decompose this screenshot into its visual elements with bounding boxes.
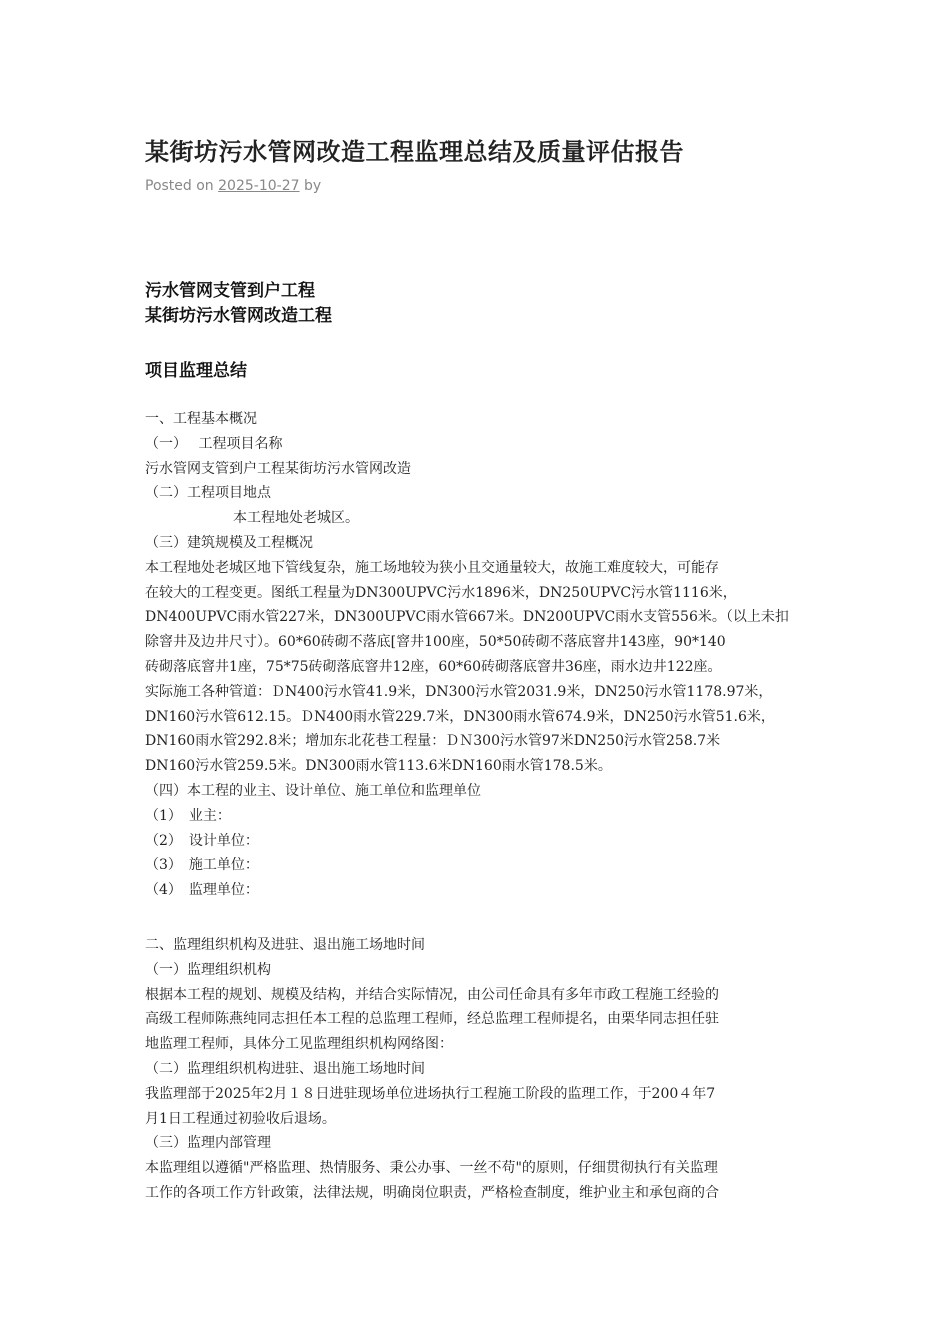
paragraph: （二）工程项目地点 bbox=[145, 485, 271, 502]
paragraph: （1） 业主： bbox=[145, 807, 231, 824]
paragraph: 地监理工程师，具体分工见监理组织机构网络图： bbox=[145, 1036, 453, 1053]
paragraph: 我监理部于2025年2月１８日进驻现场单位进场执行工程施工阶段的监理工作，于200４年7 bbox=[145, 1085, 716, 1102]
paragraph: DN400UPVC雨水管227米，DN300UPVC雨水管667米。DN200UPVC雨水支管556米。（以上未扣 bbox=[145, 609, 789, 626]
paragraph: 砖砌落底窨井1座，75*75砖砌落底窨井12座，60*60砖砌落底窨井36座，雨水边井122座。 bbox=[145, 658, 722, 675]
paragraph: 根据本工程的规划、规模及结构，并结合实际情况，由公司任命具有多年市政工程施工经验的 bbox=[145, 986, 719, 1003]
paragraph: （一） 工程项目名称 bbox=[145, 435, 283, 452]
paragraph: 实际施工各种管道：ＤN400污水管41.9米，DN300污水管2031.9米，DN250污水管1178.97米， bbox=[145, 683, 773, 700]
paragraph: 高级工程师陈燕纯同志担任本工程的总监理工程师，经总监理工程师提名，由栗华同志担任驻 bbox=[145, 1011, 719, 1028]
paragraph: DN160污水管259.5米。DN300雨水管113.6米DN160雨水管178.5米。 bbox=[145, 758, 612, 775]
heading-line-2: 某街坊污水管网改造工程 bbox=[145, 306, 332, 326]
paragraph: （三）监理内部管理 bbox=[145, 1135, 271, 1152]
paragraph: （4） 监理单位： bbox=[145, 882, 259, 899]
post-meta bbox=[145, 178, 321, 194]
paragraph: 本工程地处老城区地下管线复杂，施工场地较为狭小且交通量较大，故施工难度较大，可能存 bbox=[145, 559, 719, 576]
paragraph: 污水管网支管到户工程某街坊污水管网改造 bbox=[145, 460, 411, 477]
paragraph: （一）监理组织机构 bbox=[145, 961, 271, 978]
paragraph: DN160雨水管292.8米；增加东北花巷工程量：ＤＮ300污水管97米DN250污水管258.7米 bbox=[145, 733, 721, 750]
post-date-link[interactable]: 2025-10-27 bbox=[218, 178, 300, 194]
section-one bbox=[145, 407, 817, 903]
paragraph: 本工程地处老城区。 bbox=[233, 510, 359, 527]
paragraph: 本监理组以遵循"严格监理、热情服务、秉公办事、一丝不苟"的原则，仔细贯彻执行有关监理 bbox=[145, 1160, 718, 1177]
paragraph: 除窨井及边井尺寸）。60*60砖砌不落底[窨井100座，50*50砖砌不落底窨井143座，90*140 bbox=[145, 634, 726, 651]
article-title: 某街坊污水管网改造工程监理总结及质量评估报告 bbox=[145, 137, 684, 166]
paragraph: （二）监理组织机构进驻、退出施工场地时间 bbox=[145, 1060, 425, 1077]
paragraph: 月1日工程通过初验收后退场。 bbox=[145, 1110, 336, 1127]
paragraph: 一、工程基本概况 bbox=[145, 411, 257, 427]
paragraph: （三）建筑规模及工程概况 bbox=[145, 534, 313, 551]
paragraph: （四）本工程的业主、设计单位、施工单位和监理单位 bbox=[145, 782, 481, 799]
heading-line-1: 污水管网支管到户工程 bbox=[145, 281, 315, 301]
post-by: by bbox=[299, 178, 322, 194]
heading-project-summary: 项目监理总结 bbox=[145, 361, 247, 381]
posted-prefix: Posted on bbox=[145, 178, 219, 194]
paragraph: 工作的各项工作方针政策，法律法规，明确岗位职责，严格检查制度，维护业主和承包商的合 bbox=[145, 1184, 719, 1201]
paragraph: DN160污水管612.15。ＤN400雨水管229.7米，DN300雨水管674.9米，DN250污水管51.6米， bbox=[145, 708, 775, 725]
section-two bbox=[145, 933, 817, 1206]
paragraph: 在较大的工程变更。图纸工程量为DN300UPVC污水1896米，DN250UPVC污水管1116米， bbox=[145, 584, 737, 601]
paragraph: （3） 施工单位： bbox=[145, 857, 259, 874]
paragraph: 二、监理组织机构及进驻、退出施工场地时间 bbox=[145, 937, 425, 953]
paragraph: （2） 设计单位： bbox=[145, 832, 259, 849]
